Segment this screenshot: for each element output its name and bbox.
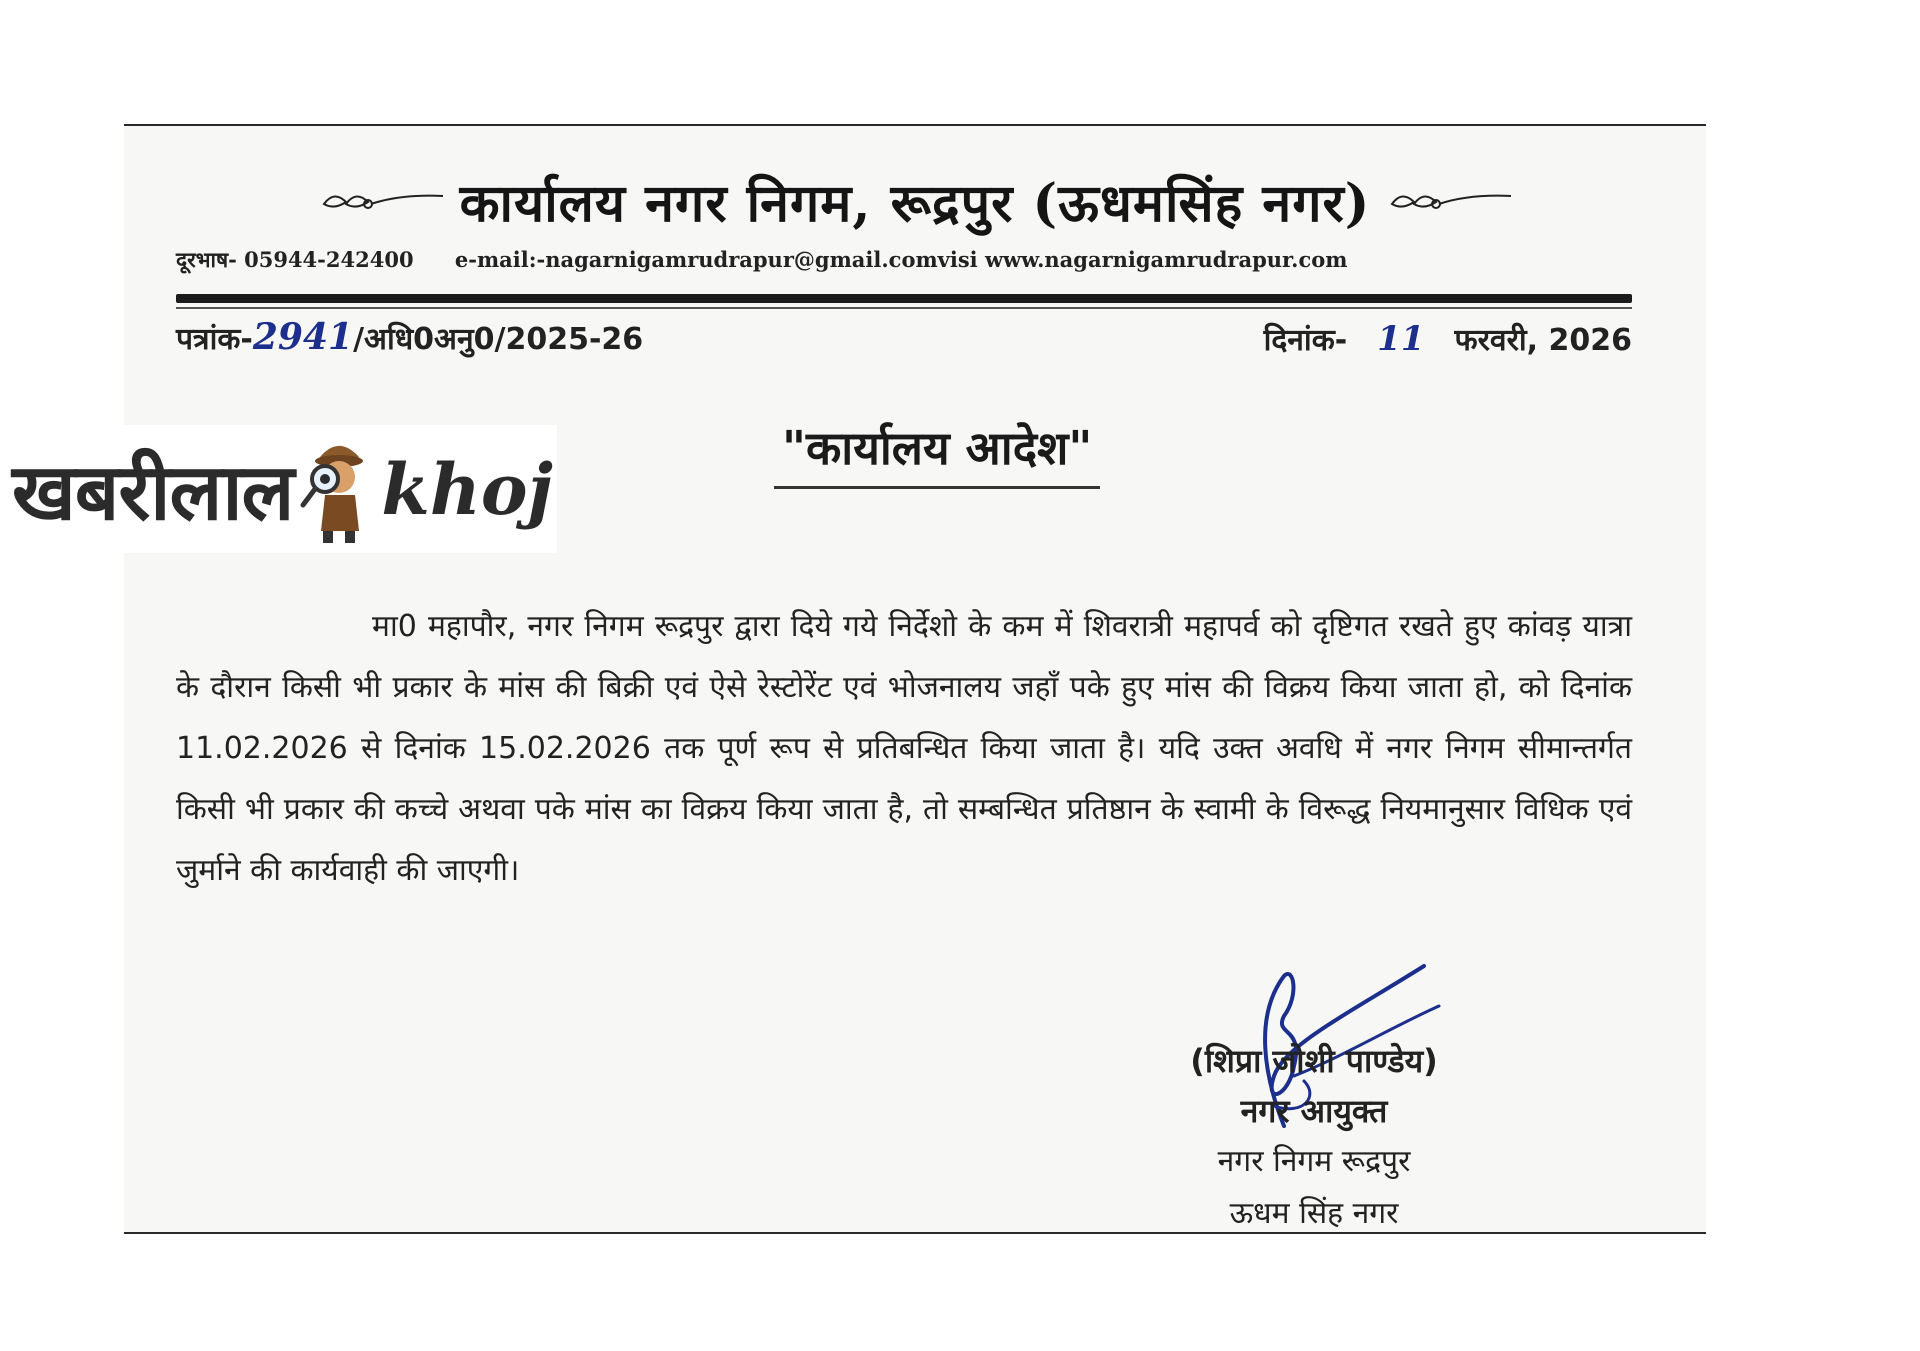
reference-number (176, 316, 643, 358)
order-body-text: मा0 महापौर, नगर निगम रूद्रपुर द्वारा दिये गये निर्देशो के कम में शिवरात्री महापर्व को दृष्टिगत रखते हुए कांवड़ यात्रा के दौरान किसी भी प्रकार के मांस की बिक्री एवं ऐसे रेस्टोरेंट एवं भोजनालय जहाँ पके हुए मांस की विक्रय किया जाता हो, को दिनांक 11.02.2026 से दिनांक 15.02.2026 तक पूर्ण रूप से प्रतिबन्धित किया जाता है। यदि उक्त अवधि में नगर निगम सीमान्तर्गत किसी भी प्रकार की कच्चे अथवा पके मांस का विक्रय किया जाता है, तो सम्बन्धित प्रतिष्ठान के स्वामी के विरूद्ध नियमानुसार विधिक एवं जुर्माने की कार्यवाही की जाएगी। (176, 609, 1632, 888)
letterhead (124, 166, 1706, 237)
reference-prefix: पत्रांक- (176, 322, 253, 357)
signatory-block (1149, 1036, 1479, 1240)
letterhead-thick-divider (176, 294, 1632, 303)
email-website: e-mail:-nagarnigamrudrapur@gmail.comvisi www.nagarnigamrudrapur.com (454, 247, 1348, 272)
right-ornament-icon (1384, 182, 1514, 222)
phone-number: दूरभाष- 05944-242400 (176, 247, 414, 272)
office-order-document (124, 126, 1706, 1232)
date-month-year: फरवरी, 2026 (1454, 323, 1632, 358)
bottom-border-line (124, 1232, 1706, 1234)
date-label: दिनांक- (1263, 323, 1348, 358)
office-title: कार्यालय नगर निगम, रूद्रपुर (ऊधमसिंह नगर) (459, 173, 1371, 234)
watermark-hindi-text: खबरीलाल (12, 447, 294, 538)
watermark-latin-text: khoj (381, 447, 553, 531)
order-title: "कार्यालय आदेश" (774, 416, 1100, 489)
date-handwritten-day: 11 (1377, 319, 1425, 359)
order-date (1264, 318, 1632, 359)
khabrilal-khoj-watermark (6, 425, 557, 553)
detective-magnifier-icon (295, 431, 379, 547)
contact-line (176, 246, 1348, 274)
signatory-name: (शिप्रा जोशी पाण्डेय) (1190, 1042, 1438, 1080)
reference-handwritten-number: 2941 (252, 316, 354, 358)
signatory-organization: नगर निगम रूद्रपुर (1217, 1144, 1411, 1179)
signatory-designation: नगर आयुक्त (1240, 1092, 1388, 1130)
left-ornament-icon (316, 182, 446, 222)
reference-suffix: /अधि0अनु0/2025-26 (353, 322, 644, 357)
signatory-place: ऊधम सिंह नगर (1229, 1196, 1399, 1231)
letterhead-thin-divider (176, 307, 1632, 309)
